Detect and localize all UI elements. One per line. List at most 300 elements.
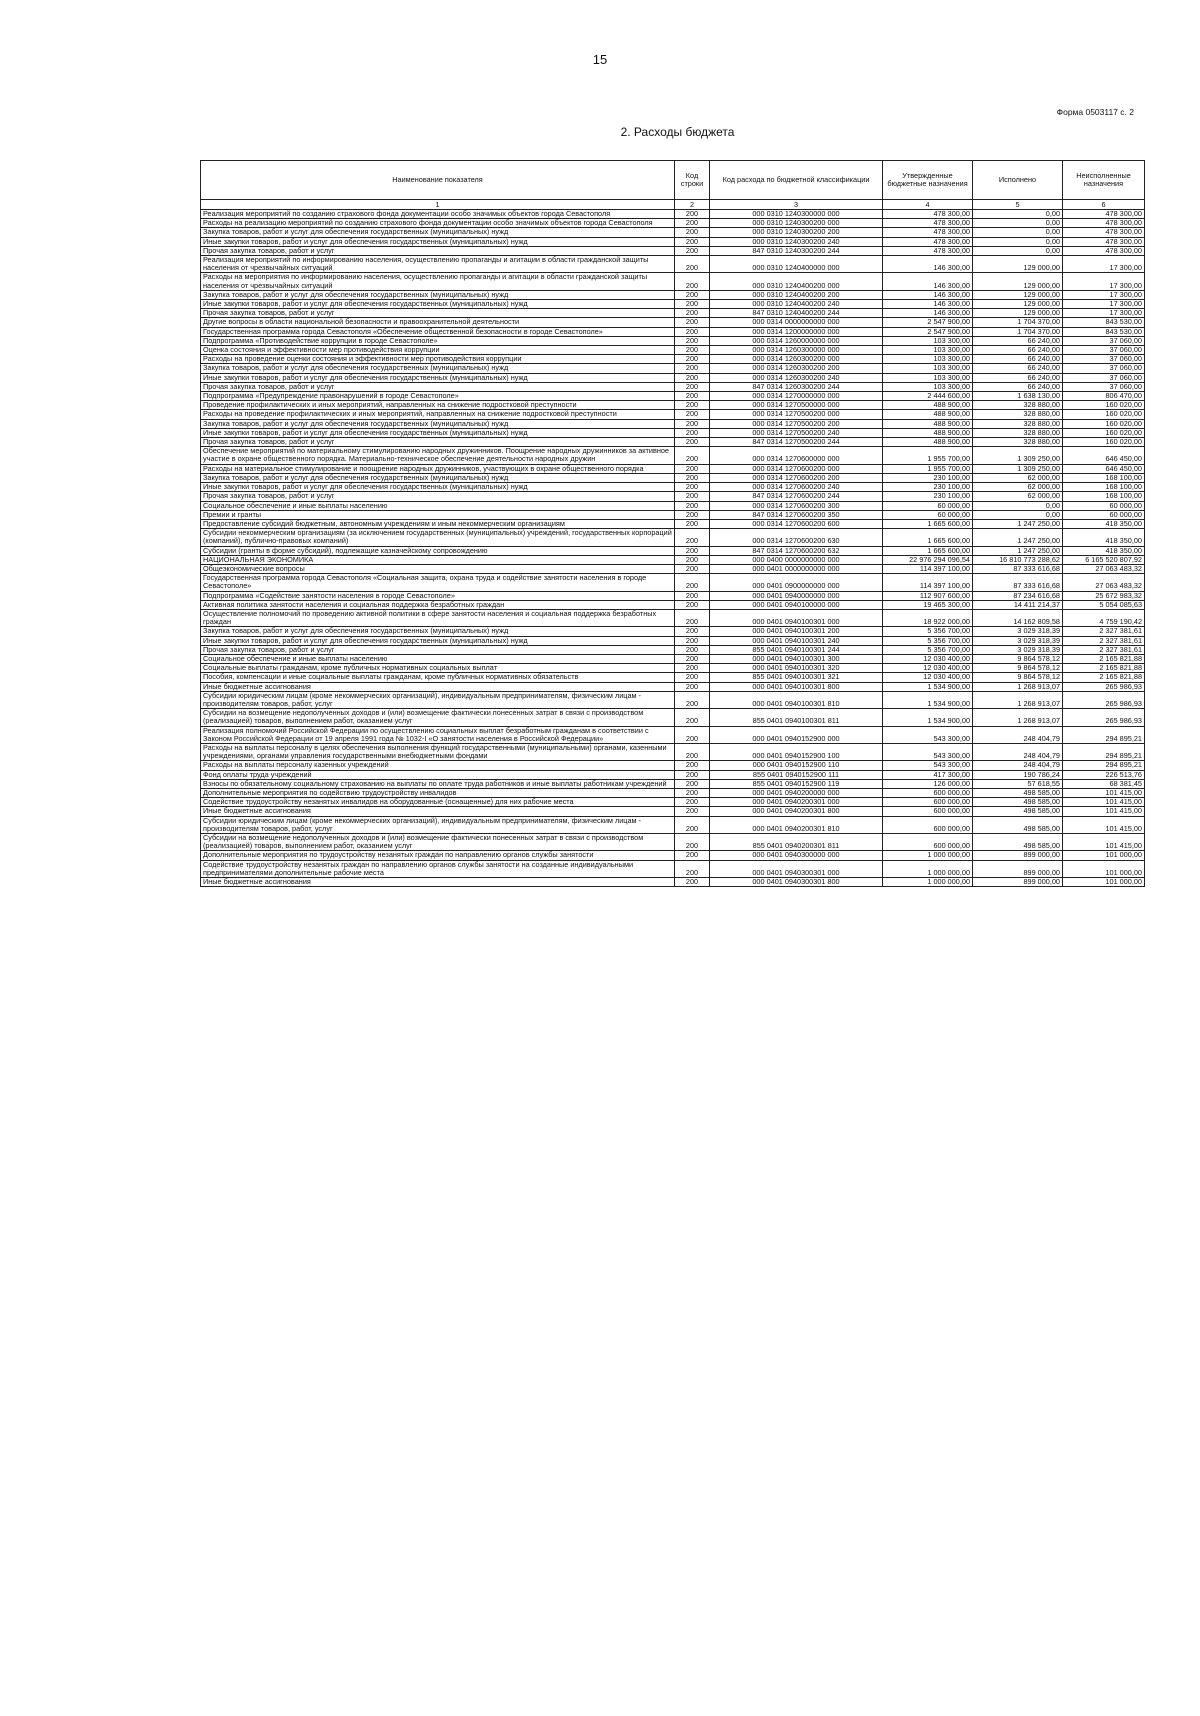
row-approved: 19 465 300,00 [883,600,973,609]
row-executed: 129 000,00 [973,273,1063,290]
row-line-code: 200 [675,654,710,663]
row-approved: 478 300,00 [883,210,973,219]
row-executed: 328 880,00 [973,438,1063,447]
row-unexecuted: 2 327 381,61 [1063,627,1145,636]
row-unexecuted: 101 415,00 [1063,816,1145,833]
row-executed: 9 864 578,12 [973,664,1063,673]
row-name: Социальное обеспечение и иные выплаты населению [201,501,675,510]
table-row [201,682,1145,691]
row-name: Иные бюджетные ассигнования [201,807,675,816]
row-expense-code: 000 0401 0940300301 000 [710,860,883,877]
row-line-code: 200 [675,473,710,482]
row-name: Закупка товаров, работ и услуг для обеспечения государственных (муниципальных) нужд [201,473,675,482]
row-line-code: 200 [675,483,710,492]
row-approved: 12 030 400,00 [883,654,973,663]
row-unexecuted: 478 300,00 [1063,246,1145,255]
row-expense-code: 847 0310 1240400200 244 [710,309,883,318]
row-unexecuted: 5 054 085,63 [1063,600,1145,609]
row-name: Иные закупки товаров, работ и услуг для обеспечения государственных (муниципальных) нужд [201,636,675,645]
row-line-code: 200 [675,300,710,309]
row-name: Взносы по обязательному социальному страхованию на выплаты по оплате труда работников и иные выплаты работникам учреждений [201,779,675,788]
row-unexecuted: 418 350,00 [1063,519,1145,528]
row-name: НАЦИОНАЛЬНАЯ ЭКОНОМИКА [201,555,675,564]
row-approved: 600 000,00 [883,807,973,816]
row-expense-code: 000 0401 0940152900 000 [710,726,883,743]
row-executed: 498 585,00 [973,807,1063,816]
row-executed: 248 404,79 [973,726,1063,743]
table-row [201,410,1145,419]
column-number: 5 [973,200,1063,210]
row-unexecuted: 2 327 381,61 [1063,645,1145,654]
row-approved: 2 444 600,00 [883,392,973,401]
row-executed: 0,00 [973,237,1063,246]
row-unexecuted: 27 063 483,32 [1063,564,1145,573]
table-row [201,574,1145,591]
row-executed: 1 268 913,07 [973,691,1063,708]
row-executed: 0,00 [973,228,1063,237]
row-unexecuted: 2 165 821,88 [1063,654,1145,663]
row-name: Фонд оплаты труда учреждений [201,770,675,779]
row-line-code: 200 [675,673,710,682]
row-unexecuted: 478 300,00 [1063,219,1145,228]
row-expense-code: 000 0401 0940100301 240 [710,636,883,645]
row-name: Прочая закупка товаров, работ и услуг [201,492,675,501]
row-name: Подпрограмма «Противодействие коррупции в городе Севастополе» [201,336,675,345]
row-executed: 899 000,00 [973,878,1063,887]
row-approved: 112 907 600,00 [883,591,973,600]
table-row [201,447,1145,464]
table-row [201,501,1145,510]
row-name: Иные бюджетные ассигнования [201,878,675,887]
row-approved: 126 000,00 [883,779,973,788]
row-line-code: 200 [675,691,710,708]
column-number: 1 [201,200,675,210]
row-line-code: 200 [675,256,710,273]
row-line-code: 200 [675,851,710,860]
row-executed: 87 333 616,68 [973,564,1063,573]
row-expense-code: 000 0401 0940100301 300 [710,654,883,663]
row-executed: 0,00 [973,510,1063,519]
row-approved: 488 900,00 [883,438,973,447]
row-line-code: 200 [675,464,710,473]
row-executed: 328 880,00 [973,419,1063,428]
row-name: Расходы на выплаты персоналу казенных учреждений [201,761,675,770]
row-expense-code: 000 0401 0940000000 000 [710,591,883,600]
row-executed: 66 240,00 [973,336,1063,345]
row-approved: 5 356 700,00 [883,627,973,636]
row-executed: 498 585,00 [973,834,1063,851]
row-executed: 1 309 250,00 [973,447,1063,464]
row-approved: 12 030 400,00 [883,664,973,673]
row-name: Содействие трудоустройству незанятых граждан по направлению органов службы занятости на созданные индивидуальными предпринимателями дополнительные рабочие места [201,860,675,877]
row-approved: 5 356 700,00 [883,636,973,645]
header-unexecuted: Неисполненные назначения [1063,161,1145,200]
section-title: 2. Расходы бюджета [620,125,735,139]
row-executed: 498 585,00 [973,789,1063,798]
row-unexecuted: 17 300,00 [1063,300,1145,309]
row-executed: 62 000,00 [973,492,1063,501]
row-expense-code: 855 0401 0940100301 321 [710,673,883,682]
table-row [201,743,1145,760]
row-approved: 543 300,00 [883,743,973,760]
row-unexecuted: 4 759 190,42 [1063,609,1145,626]
row-approved: 1 000 000,00 [883,860,973,877]
row-name: Реализация мероприятий по созданию страхового фонда документации особо значимых объектов города Севастополя [201,210,675,219]
table-row [201,627,1145,636]
row-expense-code: 000 0314 1270600000 000 [710,447,883,464]
row-executed: 66 240,00 [973,382,1063,391]
row-executed: 3 029 318,39 [973,636,1063,645]
table-row [201,798,1145,807]
row-expense-code: 000 0314 1270600200 600 [710,519,883,528]
table-row [201,419,1145,428]
row-executed: 66 240,00 [973,346,1063,355]
row-expense-code: 847 0310 1240300200 244 [710,246,883,255]
row-executed: 9 864 578,12 [973,673,1063,682]
row-approved: 114 397 100,00 [883,564,973,573]
form-code: Форма 0503117 с. 2 [1056,107,1134,117]
row-name: Содействие трудоустройству незанятых инвалидов на оборудованные (оснащенные) для них рабочие места [201,798,675,807]
row-expense-code: 000 0314 1270600200 630 [710,529,883,546]
row-executed: 1 638 130,00 [973,392,1063,401]
row-unexecuted: 160 020,00 [1063,438,1145,447]
row-unexecuted: 25 672 983,32 [1063,591,1145,600]
row-unexecuted: 646 450,00 [1063,464,1145,473]
row-expense-code: 000 0314 0000000000 000 [710,318,883,327]
row-line-code: 200 [675,492,710,501]
row-unexecuted: 160 020,00 [1063,419,1145,428]
row-name: Обеспечение мероприятий по материальному стимулированию народных дружинников. Поощрение народных дружинников за активное участие в охране общественного порядка. Материально-техническое обеспечение деятельности народных дружин [201,447,675,464]
row-approved: 146 300,00 [883,256,973,273]
row-expense-code: 855 0401 0940200301 811 [710,834,883,851]
row-expense-code: 000 0401 0940300000 000 [710,851,883,860]
row-executed: 248 404,79 [973,743,1063,760]
row-line-code: 200 [675,501,710,510]
row-approved: 1 665 600,00 [883,529,973,546]
row-expense-code: 847 0314 1270600200 632 [710,546,883,555]
row-unexecuted: 101 415,00 [1063,834,1145,851]
row-executed: 0,00 [973,210,1063,219]
row-unexecuted: 37 060,00 [1063,346,1145,355]
row-approved: 1 955 700,00 [883,464,973,473]
row-executed: 328 880,00 [973,401,1063,410]
row-line-code: 200 [675,627,710,636]
table-row [201,555,1145,564]
row-line-code: 200 [675,336,710,345]
row-name: Расходы на материальное стимулирование и поощрение народных дружинников, участвующих в охране общественного порядка [201,464,675,473]
row-line-code: 200 [675,382,710,391]
row-name: Премии и гранты [201,510,675,519]
row-unexecuted: 843 530,00 [1063,318,1145,327]
row-line-code: 200 [675,789,710,798]
row-expense-code: 000 0310 1240400200 200 [710,290,883,299]
row-approved: 1 534 900,00 [883,709,973,726]
row-name: Дополнительные мероприятия по содействию трудоустройству инвалидов [201,789,675,798]
row-expense-code: 000 0314 1260300200 240 [710,373,883,382]
table-row [201,373,1145,382]
row-executed: 16 810 773 288,62 [973,555,1063,564]
row-name: Субсидии юридическим лицам (кроме некоммерческих организаций), индивидуальным предпринимателям, физическим лицам - производителям товаров, работ, услуг [201,816,675,833]
row-unexecuted: 226 513,76 [1063,770,1145,779]
row-executed: 0,00 [973,501,1063,510]
row-executed: 1 704 370,00 [973,318,1063,327]
row-approved: 488 900,00 [883,419,973,428]
table-row [201,691,1145,708]
table-row [201,609,1145,626]
row-expense-code: 855 0401 0940100301 811 [710,709,883,726]
row-expense-code: 000 0314 1270500200 200 [710,419,883,428]
row-approved: 103 300,00 [883,373,973,382]
row-unexecuted: 478 300,00 [1063,237,1145,246]
row-approved: 103 300,00 [883,336,973,345]
row-line-code: 200 [675,798,710,807]
row-unexecuted: 60 000,00 [1063,501,1145,510]
row-approved: 488 900,00 [883,428,973,437]
row-expense-code: 847 0314 1260300200 244 [710,382,883,391]
row-name: Государственная программа города Севастополя «Социальная защита, охрана труда и содействие занятости населения в городе Севастополе» [201,574,675,591]
row-executed: 1 247 250,00 [973,546,1063,555]
row-line-code: 200 [675,807,710,816]
row-approved: 146 300,00 [883,273,973,290]
row-name: Иные закупки товаров, работ и услуг для обеспечения государственных (муниципальных) нужд [201,237,675,246]
table-row [201,770,1145,779]
row-name: Субсидии на возмещение недополученных доходов и (или) возмещение фактически понесенных затрат в связи с производством (реализацией) товаров, выполнением работ, оказанием услуг [201,709,675,726]
table-row [201,492,1145,501]
row-line-code: 200 [675,373,710,382]
row-name: Иные закупки товаров, работ и услуг для обеспечения государственных (муниципальных) нужд [201,373,675,382]
row-executed: 328 880,00 [973,410,1063,419]
row-expense-code: 000 0401 0940100301 800 [710,682,883,691]
row-line-code: 200 [675,447,710,464]
row-expense-code: 000 0314 1260000000 000 [710,336,883,345]
table-row [201,327,1145,336]
row-unexecuted: 37 060,00 [1063,336,1145,345]
row-unexecuted: 2 165 821,88 [1063,664,1145,673]
row-approved: 146 300,00 [883,309,973,318]
row-line-code: 200 [675,401,710,410]
row-expense-code: 000 0310 1240300200 200 [710,228,883,237]
row-line-code: 200 [675,860,710,877]
row-executed: 899 000,00 [973,860,1063,877]
row-line-code: 200 [675,761,710,770]
row-executed: 1 247 250,00 [973,529,1063,546]
row-executed: 87 333 616,68 [973,574,1063,591]
row-name: Подпрограмма «Содействие занятости населения в городе Севастополе» [201,591,675,600]
row-approved: 103 300,00 [883,382,973,391]
row-name: Предоставление субсидий бюджетным, автономным учреждениям и иным некоммерческим организациям [201,519,675,528]
row-line-code: 200 [675,290,710,299]
row-unexecuted: 37 060,00 [1063,355,1145,364]
table-row [201,428,1145,437]
row-unexecuted: 2 165 821,88 [1063,673,1145,682]
table-row [201,673,1145,682]
row-executed: 0,00 [973,219,1063,228]
table-row [201,834,1145,851]
row-name: Субсидии юридическим лицам (кроме некоммерческих организаций), индивидуальным предпринимателям, физическим лицам - производителям товаров, работ, услуг [201,691,675,708]
row-approved: 1 665 600,00 [883,546,973,555]
row-unexecuted: 2 327 381,61 [1063,636,1145,645]
row-approved: 60 000,00 [883,501,973,510]
row-unexecuted: 478 300,00 [1063,210,1145,219]
row-expense-code: 000 0401 0940300301 800 [710,878,883,887]
row-unexecuted: 101 415,00 [1063,789,1145,798]
row-expense-code: 000 0310 1240300200 000 [710,219,883,228]
table-row [201,726,1145,743]
row-expense-code: 000 0314 1200000000 000 [710,327,883,336]
row-executed: 3 029 318,39 [973,627,1063,636]
row-unexecuted: 101 000,00 [1063,878,1145,887]
row-expense-code: 000 0401 0940200301 800 [710,807,883,816]
row-line-code: 200 [675,709,710,726]
row-executed: 1 309 250,00 [973,464,1063,473]
row-executed: 129 000,00 [973,290,1063,299]
row-approved: 478 300,00 [883,228,973,237]
header-expense-code: Код расхода по бюджетной классификации [710,161,883,200]
row-name: Закупка товаров, работ и услуг для обеспечения государственных (муниципальных) нужд [201,364,675,373]
table-row [201,816,1145,833]
row-unexecuted: 265 986,93 [1063,682,1145,691]
row-unexecuted: 17 300,00 [1063,273,1145,290]
row-name: Субсидии (гранты в форме субсидий), подлежащие казначейскому сопровождению [201,546,675,555]
row-line-code: 200 [675,726,710,743]
row-approved: 488 900,00 [883,410,973,419]
row-executed: 1 247 250,00 [973,519,1063,528]
header-line-code: Код строки [675,161,710,200]
table-row [201,636,1145,645]
row-line-code: 200 [675,574,710,591]
row-approved: 230 100,00 [883,483,973,492]
row-line-code: 200 [675,591,710,600]
row-approved: 230 100,00 [883,492,973,501]
row-executed: 57 618,55 [973,779,1063,788]
row-name: Расходы на проведение оценки состояния и эффективности мер противодействия коррупции [201,355,675,364]
row-approved: 1 534 900,00 [883,691,973,708]
row-approved: 103 300,00 [883,364,973,373]
row-approved: 60 000,00 [883,510,973,519]
row-unexecuted: 101 000,00 [1063,851,1145,860]
row-unexecuted: 17 300,00 [1063,309,1145,318]
header-executed: Исполнено [973,161,1063,200]
row-unexecuted: 27 063 483,32 [1063,574,1145,591]
row-executed: 498 585,00 [973,798,1063,807]
row-name: Иные закупки товаров, работ и услуг для обеспечения государственных (муниципальных) нужд [201,300,675,309]
row-line-code: 200 [675,600,710,609]
row-name: Дополнительные мероприятия по трудоустройству незанятых граждан по направлению органов службы занятости [201,851,675,860]
row-unexecuted: 160 020,00 [1063,428,1145,437]
row-name: Подпрограмма «Предупреждение правонарушений в городе Севастополе» [201,392,675,401]
row-approved: 478 300,00 [883,246,973,255]
table-row [201,591,1145,600]
row-approved: 1 955 700,00 [883,447,973,464]
header-name: Наименование показателя [201,161,675,200]
row-expense-code: 855 0401 0940100301 244 [710,645,883,654]
row-line-code: 200 [675,645,710,654]
row-unexecuted: 265 986,93 [1063,709,1145,726]
row-unexecuted: 68 381,45 [1063,779,1145,788]
row-line-code: 200 [675,309,710,318]
row-line-code: 200 [675,410,710,419]
row-line-code: 200 [675,743,710,760]
row-name: Социальное обеспечение и иные выплаты населению [201,654,675,663]
row-name: Расходы на мероприятия по информированию населения, осуществлению пропаганды и агитации в области гражданской защиты населения от чрезвычайных ситуаций [201,273,675,290]
row-expense-code: 000 0310 1240400200 240 [710,300,883,309]
row-approved: 543 300,00 [883,726,973,743]
row-name: Субсидии некоммерческим организациям (за исключением государственных (муниципальных) учреждений, государственных корпораций (компаний), публично-правовых компаний) [201,529,675,546]
row-executed: 129 000,00 [973,256,1063,273]
column-number: 3 [710,200,883,210]
row-line-code: 200 [675,246,710,255]
column-number-row [201,200,1145,210]
row-line-code: 200 [675,636,710,645]
row-unexecuted: 418 350,00 [1063,546,1145,555]
row-unexecuted: 478 300,00 [1063,228,1145,237]
row-line-code: 200 [675,219,710,228]
table-row [201,709,1145,726]
row-expense-code: 000 0401 0940200301 810 [710,816,883,833]
table-row [201,318,1145,327]
table-row [201,364,1145,373]
row-name: Расходы на реализацию мероприятий по созданию страхового фонда документации особо значимых объектов города Севастополя [201,219,675,228]
row-approved: 600 000,00 [883,834,973,851]
row-unexecuted: 168 100,00 [1063,492,1145,501]
expenses-table [200,160,1145,887]
row-expense-code: 000 0310 1240300000 000 [710,210,883,219]
row-expense-code: 000 0401 0940152900 100 [710,743,883,760]
row-approved: 146 300,00 [883,300,973,309]
row-approved: 18 922 000,00 [883,609,973,626]
row-name: Закупка товаров, работ и услуг для обеспечения государственных (муниципальных) нужд [201,228,675,237]
table-row [201,878,1145,887]
row-expense-code: 000 0401 0940100301 000 [710,609,883,626]
row-name: Прочая закупка товаров, работ и услуг [201,309,675,318]
table-row [201,860,1145,877]
row-executed: 14 162 809,58 [973,609,1063,626]
column-number: 6 [1063,200,1145,210]
row-unexecuted: 843 530,00 [1063,327,1145,336]
row-approved: 5 356 700,00 [883,645,973,654]
row-approved: 417 300,00 [883,770,973,779]
row-executed: 328 880,00 [973,428,1063,437]
row-expense-code: 000 0314 1270600200 200 [710,473,883,482]
row-expense-code: 847 0314 1270500200 244 [710,438,883,447]
table-row [201,237,1145,246]
row-unexecuted: 6 165 520 807,92 [1063,555,1145,564]
row-expense-code: 000 0314 1260300200 200 [710,364,883,373]
row-name: Общеэкономические вопросы [201,564,675,573]
row-unexecuted: 37 060,00 [1063,373,1145,382]
row-expense-code: 000 0401 0000000000 000 [710,564,883,573]
page-number: 15 [592,52,608,67]
header-row [201,161,1145,200]
row-name: Государственная программа города Севастополя «Обеспечение общественной безопасности в городе Севастополе» [201,327,675,336]
row-name: Расходы на проведение профилактических и иных мероприятий, направленных на снижение подростковой преступности [201,410,675,419]
row-expense-code: 855 0401 0940152900 111 [710,770,883,779]
row-executed: 62 000,00 [973,473,1063,482]
row-name: Иные закупки товаров, работ и услуг для обеспечения государственных (муниципальных) нужд [201,483,675,492]
row-unexecuted: 294 895,21 [1063,761,1145,770]
row-line-code: 200 [675,355,710,364]
table-row [201,300,1145,309]
row-unexecuted: 294 895,21 [1063,743,1145,760]
row-expense-code: 000 0314 1270600200 240 [710,483,883,492]
row-line-code: 200 [675,529,710,546]
row-expense-code: 000 0310 1240400000 000 [710,256,883,273]
row-approved: 600 000,00 [883,798,973,807]
row-unexecuted: 37 060,00 [1063,364,1145,373]
row-approved: 600 000,00 [883,789,973,798]
row-expense-code: 000 0401 0940200301 000 [710,798,883,807]
row-name: Иные закупки товаров, работ и услуг для обеспечения государственных (муниципальных) нужд [201,428,675,437]
